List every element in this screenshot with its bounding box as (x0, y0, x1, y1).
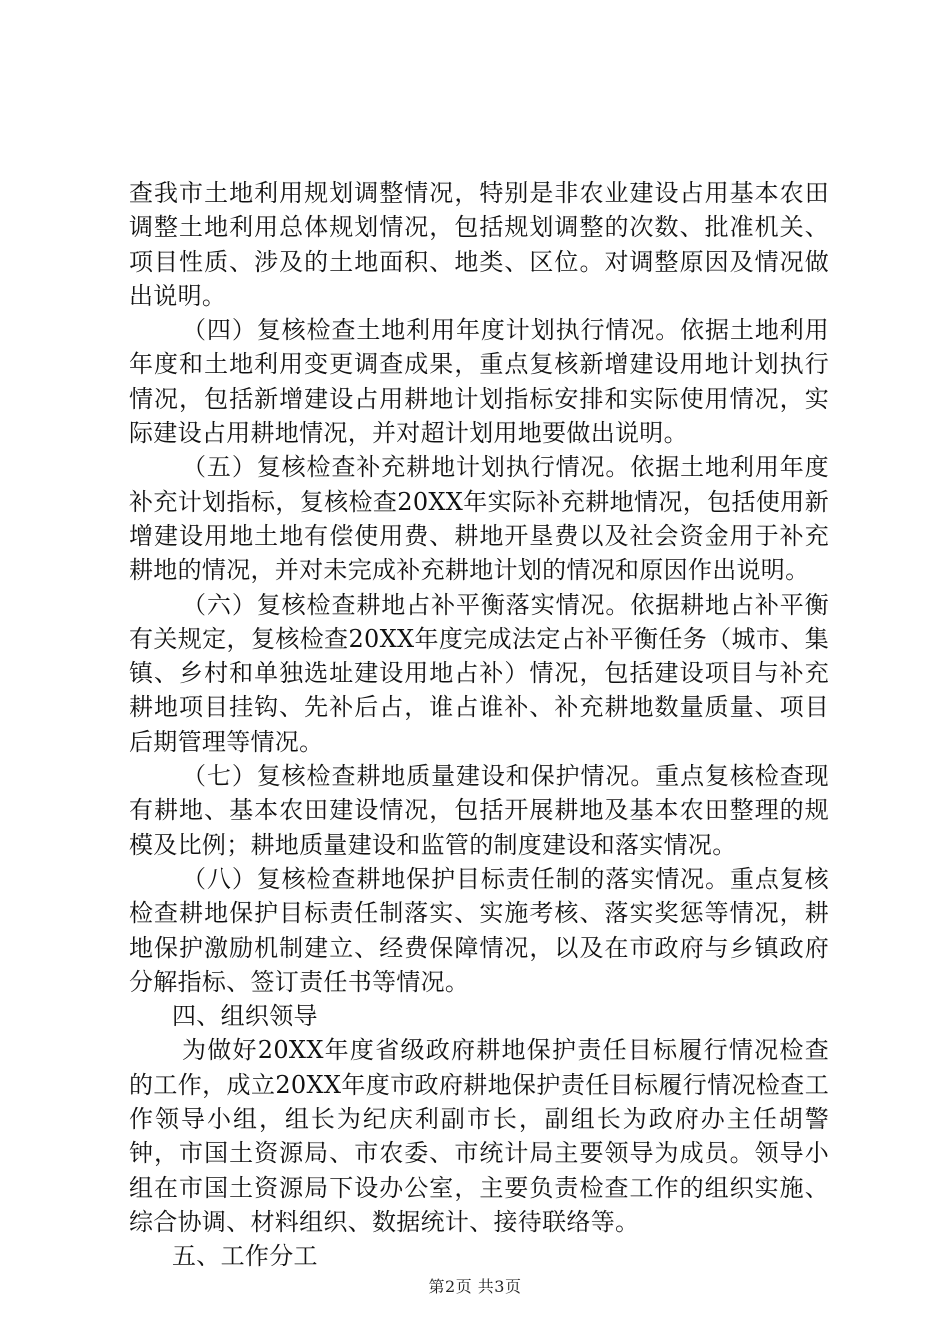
section-heading-organization: 四、组织领导 (172, 1002, 318, 1031)
paragraph-organization: 为做好20XX年度省级政府耕地保护责任目标履行情况检查的工作，成立20XX年度市政府耕地保护责任目标履行情况检查工作领导小组，组长为纪庆利副市长，副组长为政府办主任胡警钟，市国土资源局、市农委、市统计局主要领导为成员。领导小组在市国土资源局下设办公室，主要负责检查工作的组织实施、综合协调、材料组织、数据统计、接待联络等。 (129, 1036, 829, 1236)
paragraph-item-4: （四）复核检查土地利用年度计划执行情况。依据土地利用年度和土地利用变更调查成果，重点复核新增建设用地计划执行情况，包括新增建设占用耕地计划指标安排和实际使用情况，实际建设占用耕地情况，并对超计划用地要做出说明。 (129, 316, 829, 448)
document-body (129, 176, 829, 1274)
paragraph-item-7: （七）复核检查耕地质量建设和保护情况。重点复核检查现有耕地、基本农田建设情况，包括开展耕地及基本农田整理的规模及比例；耕地质量建设和监管的制度建设和落实情况。 (129, 762, 829, 859)
paragraph-continuation: 查我市土地利用规划调整情况，特别是非农业建设占用基本农田调整土地利用总体规划情况，包括规划调整的次数、批准机关、项目性质、涉及的土地面积、地类、区位。对调整原因及情况做出说明。 (129, 179, 829, 310)
paragraph-item-6: （六）复核检查耕地占补平衡落实情况。依据耕地占补平衡有关规定，复核检查20XX年度完成法定占补平衡任务（城市、集镇、乡村和单独选址建设用地占补）情况，包括建设项目与补充耕地项目挂钩、先补后占，谁占谁补、补充耕地数量质量、项目后期管理等情况。 (129, 590, 829, 756)
section-heading-division: 五、工作分工 (172, 1242, 318, 1271)
page-footer: 第2页 共3页 (428, 1277, 522, 1296)
paragraph-item-8: （八）复核检查耕地保护目标责任制的落实情况。重点复核检查耕地保护目标责任制落实、实施考核、落实奖惩等情况，耕地保护激励机制建立、经费保障情况，以及在市政府与乡镇政府分解指标、签订责任书等情况。 (129, 864, 829, 996)
paragraph-item-5: （五）复核检查补充耕地计划执行情况。依据土地利用年度补充计划指标，复核检查20XX年实际补充耕地情况，包括使用新增建设用地土地有偿使用费、耕地开垦费以及社会资金用于补充耕地的情况，并对未完成补充耕地计划的情况和原因作出说明。 (129, 453, 829, 585)
